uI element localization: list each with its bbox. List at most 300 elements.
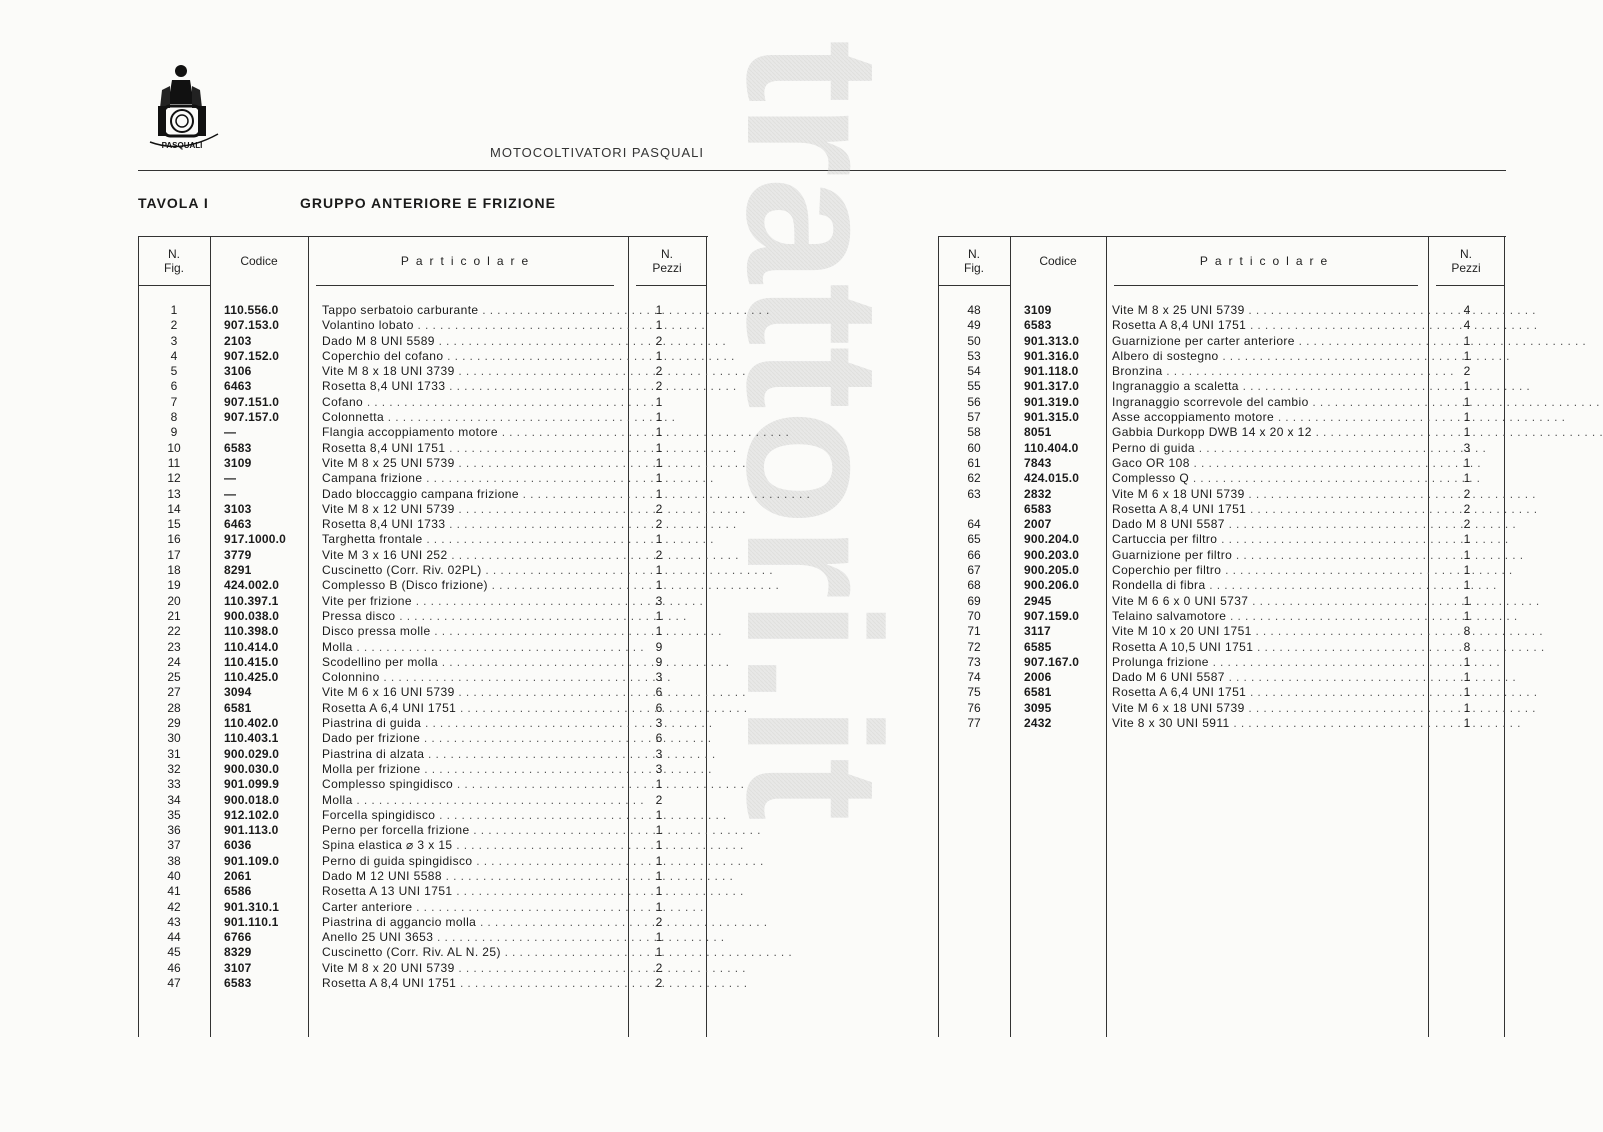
part-code: 901.317.0	[1024, 379, 1080, 394]
fig-number: 68	[967, 578, 981, 593]
part-code: 3107	[224, 960, 252, 975]
part-code: 917.1000.0	[224, 532, 287, 547]
part-description: Vite M 6 x 18 UNI 5739 . . .	[1112, 701, 1424, 716]
part-description: Rosetta 8,4 UNI 1751 . . .	[322, 441, 620, 456]
part-code: 8291	[224, 563, 252, 578]
part-code: 907.152.0	[224, 348, 280, 363]
part-description: Perno di guida spingidisco . . .	[322, 854, 620, 869]
part-quantity: 1	[1463, 425, 1471, 440]
parts-table-left	[138, 236, 708, 1037]
part-description: Volantino lobato . . .	[322, 318, 620, 333]
fig-number: 33	[167, 777, 181, 792]
part-quantity: 3	[655, 670, 663, 685]
fig-number: 25	[167, 670, 181, 685]
table-row	[138, 930, 708, 945]
table-row	[138, 869, 708, 884]
part-quantity: 3	[655, 716, 663, 731]
header-rule	[938, 285, 1010, 286]
part-quantity: 1	[655, 838, 663, 853]
part-description: Vite M 8 x 25 UNI 5739 . . .	[1112, 303, 1424, 318]
table-row	[938, 716, 1506, 731]
part-code: 901.313.0	[1024, 333, 1080, 348]
part-quantity: 4	[1463, 303, 1471, 317]
part-quantity: 1	[655, 455, 663, 470]
table-row	[938, 548, 1506, 563]
fig-number: 27	[167, 685, 181, 700]
fig-number: 38	[167, 853, 181, 868]
header-qty: N. Pezzi	[652, 247, 682, 275]
fig-number: 72	[967, 639, 981, 654]
part-quantity: 3	[655, 746, 663, 761]
part-description: Vite M 8 x 18 UNI 3739 . . .	[322, 364, 620, 379]
part-code: 900.204.0	[1024, 532, 1080, 547]
part-quantity: 3	[655, 761, 663, 776]
part-description: Dado bloccaggio campana frizione . . .	[322, 487, 620, 502]
part-quantity: 2	[1463, 517, 1471, 532]
part-description: Colonnetta . . .	[322, 410, 620, 425]
fig-number: 45	[167, 945, 181, 960]
header-rule	[316, 285, 614, 286]
fig-number: 53	[967, 348, 981, 363]
part-description: Carter anteriore . . .	[322, 900, 620, 915]
fig-number: 12	[167, 471, 181, 486]
part-description: Bronzina . . .	[1112, 364, 1424, 379]
parts-table-right	[938, 236, 1506, 1037]
part-description: Molla . . .	[322, 793, 620, 808]
part-quantity: 2	[655, 792, 663, 807]
table-row	[138, 701, 708, 716]
part-description: Cartuccia per filtro . . .	[1112, 532, 1424, 547]
table-row	[938, 456, 1506, 471]
table-row	[938, 334, 1506, 349]
fig-number: 58	[967, 425, 981, 440]
fig-number: 37	[167, 838, 181, 853]
table-row	[938, 517, 1506, 532]
part-code: 2832	[1024, 486, 1052, 501]
fig-number: 62	[967, 471, 981, 486]
fig-number: 23	[167, 639, 181, 654]
part-description: Rosetta A 8,4 UNI 1751 . . .	[1112, 318, 1424, 333]
part-quantity: 1	[655, 303, 663, 317]
part-description: Gaco OR 108 . . .	[1112, 456, 1424, 471]
part-code: 110.414.0	[224, 639, 279, 654]
part-quantity: 1	[1463, 455, 1471, 470]
fig-number: 4	[170, 348, 178, 363]
table-row	[138, 471, 708, 486]
table-row	[938, 379, 1506, 394]
table-row	[138, 517, 708, 532]
fig-number: 44	[167, 930, 181, 945]
fig-number: 43	[167, 914, 181, 929]
part-quantity: 1	[655, 777, 663, 792]
part-quantity: 2	[655, 517, 663, 532]
part-code: 900.038.0	[224, 608, 280, 623]
part-description: Complesso Q . . .	[1112, 471, 1424, 486]
part-quantity: 1	[655, 394, 663, 409]
part-description: Piastrina di alzata . . .	[322, 747, 620, 762]
part-code: 110.397.1	[224, 593, 279, 608]
table-row	[938, 701, 1506, 716]
part-quantity: 1	[1463, 654, 1471, 669]
fig-number: 9	[170, 425, 178, 440]
part-description: Anello 25 UNI 3653 . . .	[322, 930, 620, 945]
part-code: 6583	[1024, 318, 1052, 333]
fig-number: 22	[167, 624, 181, 639]
fig-number: 6	[170, 379, 178, 394]
fig-number: 7	[170, 394, 178, 409]
part-code: 900.206.0	[1024, 578, 1080, 593]
part-quantity: 6	[655, 731, 663, 746]
part-quantity: 1	[1463, 563, 1471, 578]
part-description: Vite M 8 x 25 UNI 5739 . . .	[322, 456, 620, 471]
part-code: 3095	[1024, 700, 1052, 715]
part-quantity: 1	[655, 884, 663, 899]
part-code: 6581	[224, 700, 252, 715]
fig-number: 75	[967, 685, 981, 700]
table-row	[138, 349, 708, 364]
part-quantity: 9	[655, 639, 663, 654]
table-row	[938, 670, 1506, 685]
part-description: Campana frizione . . .	[322, 471, 620, 486]
part-quantity: 1	[655, 868, 663, 883]
table-row	[138, 945, 708, 960]
part-code: 901.118.0	[1024, 364, 1079, 379]
part-code: 900.018.0	[224, 792, 280, 807]
part-code: 3106	[224, 364, 252, 379]
part-quantity: 2	[1463, 501, 1471, 516]
table-row	[138, 793, 708, 808]
fig-number: 15	[167, 517, 181, 532]
table-row	[938, 318, 1506, 333]
part-quantity: 2	[655, 914, 663, 929]
part-quantity: 1	[1463, 333, 1471, 348]
part-quantity: 1	[655, 471, 663, 486]
svg-text:PASQUALI: PASQUALI	[161, 141, 203, 150]
part-code: —	[224, 425, 237, 440]
part-quantity: 2	[655, 333, 663, 348]
table-row	[938, 410, 1506, 425]
part-code: 6583	[1024, 501, 1052, 516]
part-description: Vite M 3 x 16 UNI 252 . . .	[322, 548, 620, 563]
part-description: Dado per frizione . . .	[322, 731, 620, 746]
fig-number: 8	[170, 410, 178, 425]
part-quantity: 1	[655, 440, 663, 455]
part-description: Perno per forcella frizione . . .	[322, 823, 620, 838]
part-description: Cofano . . .	[322, 395, 620, 410]
header-rule	[138, 285, 210, 286]
part-code: 6036	[224, 838, 252, 853]
table-row	[138, 594, 708, 609]
fig-number: 57	[967, 410, 981, 425]
table-row	[138, 548, 708, 563]
fig-number: 30	[167, 731, 181, 746]
table-row	[138, 854, 708, 869]
fig-number: 19	[167, 578, 181, 593]
part-description: Asse accoppiamento motore . . .	[1112, 410, 1424, 425]
part-description: Pressa disco . . .	[322, 609, 620, 624]
part-description: Vite 8 x 30 UNI 5911 . . .	[1112, 716, 1424, 731]
part-code: 900.203.0	[1024, 547, 1080, 562]
table-row	[138, 410, 708, 425]
part-code: 8051	[1024, 425, 1052, 440]
part-quantity: 2	[655, 976, 663, 991]
part-description: Rosetta A 13 UNI 1751 . . .	[322, 884, 620, 899]
tractor-rider-icon	[148, 60, 224, 156]
part-quantity: 1	[655, 945, 663, 960]
part-description: Targhetta frontale . . .	[322, 532, 620, 547]
part-description: Colonnino . . .	[322, 670, 620, 685]
part-code: 901.109.0	[224, 853, 280, 868]
fig-number: 48	[967, 303, 981, 317]
fig-number: 5	[170, 364, 178, 379]
part-quantity: 2	[655, 960, 663, 975]
table-row	[938, 502, 1506, 517]
table-row	[938, 685, 1506, 700]
part-description: Forcella spingidisco . . .	[322, 808, 620, 823]
part-quantity: 1	[1463, 700, 1471, 715]
part-code: 3109	[1024, 303, 1052, 317]
part-code: 2006	[1024, 670, 1052, 685]
part-description: Coperchio per filtro . . .	[1112, 563, 1424, 578]
part-quantity: 1	[655, 624, 663, 639]
table-row	[938, 487, 1506, 502]
part-description: Molla per frizione . . .	[322, 762, 620, 777]
part-code: 110.403.1	[224, 731, 279, 746]
part-quantity: 1	[1463, 410, 1471, 425]
fig-number: 21	[167, 608, 181, 623]
fig-number: 67	[967, 563, 981, 578]
table-row	[138, 364, 708, 379]
part-description: Dado M 8 UNI 5589 . . .	[322, 334, 620, 349]
fig-number: 14	[167, 501, 181, 516]
part-code: 110.404.0	[1024, 440, 1079, 455]
table-row	[138, 731, 708, 746]
fig-number: 24	[167, 654, 181, 669]
part-quantity: 1	[1463, 532, 1471, 547]
fig-number: 36	[167, 823, 181, 838]
pasquali-logo	[148, 60, 224, 156]
fig-number: 20	[167, 593, 181, 608]
part-code: 901.319.0	[1024, 394, 1080, 409]
part-quantity: 2	[655, 547, 663, 562]
part-description: Albero di sostegno . . .	[1112, 349, 1424, 364]
fig-number: 18	[167, 563, 181, 578]
table-row	[938, 609, 1506, 624]
part-code: 3109	[224, 455, 252, 470]
fig-number: 65	[967, 532, 981, 547]
plate-number: TAVOLA I	[138, 195, 209, 211]
table-row	[138, 716, 708, 731]
part-quantity: 1	[1463, 348, 1471, 363]
table-row	[938, 349, 1506, 364]
table-row	[138, 441, 708, 456]
part-quantity: 1	[655, 318, 663, 333]
part-quantity: 1	[655, 807, 663, 822]
part-quantity: 1	[655, 486, 663, 501]
part-code: 2103	[224, 333, 252, 348]
part-description: Molla . . .	[322, 640, 620, 655]
part-code: 110.398.0	[224, 624, 279, 639]
part-quantity: 9	[655, 654, 663, 669]
part-description: Perno di guida . . .	[1112, 441, 1424, 456]
part-description: Piastrina di guida . . .	[322, 716, 620, 731]
part-description: Complesso spingidisco . . .	[322, 777, 620, 792]
part-description: Rosetta A 8,4 UNI 1751 . . .	[1112, 502, 1424, 517]
table-row	[138, 655, 708, 670]
fig-number: 2	[170, 318, 178, 333]
part-description: Dado M 6 UNI 5587 . . .	[1112, 670, 1424, 685]
part-quantity: 1	[1463, 394, 1471, 409]
part-description: Rosetta 8,4 UNI 1733 . . .	[322, 517, 620, 532]
part-code: 907.157.0	[224, 410, 280, 425]
part-code: 3117	[1024, 624, 1051, 639]
header-fig: N. Fig.	[963, 247, 984, 275]
table-row	[938, 303, 1506, 318]
fig-number: 56	[967, 394, 981, 409]
part-code: 907.151.0	[224, 394, 280, 409]
part-quantity: 8	[1463, 639, 1471, 654]
part-code: 901.310.1	[224, 899, 280, 914]
part-code: 6583	[224, 976, 252, 991]
part-description: Cuscinetto (Corr. Riv. 02PL) . . .	[322, 563, 620, 578]
table-row	[938, 395, 1506, 410]
part-description: Spina elastica ⌀ 3 x 15 . . .	[322, 838, 620, 853]
part-quantity: 1	[1463, 716, 1471, 731]
part-description: Vite M 10 x 20 UNI 1751 . . .	[1112, 624, 1424, 639]
table-row	[938, 425, 1506, 440]
table-row	[138, 624, 708, 639]
header-description: Particolare	[1199, 254, 1335, 268]
fig-number: 16	[167, 532, 181, 547]
fig-number: 61	[967, 455, 981, 470]
header-rule	[636, 285, 706, 286]
part-description: Coperchio del cofano . . .	[322, 349, 620, 364]
fig-number: 29	[167, 716, 181, 731]
fig-number: 28	[167, 700, 181, 715]
part-description: Flangia accoppiamento motore . . .	[322, 425, 620, 440]
fig-number: 71	[967, 624, 981, 639]
part-description: Telaino salvamotore . . .	[1112, 609, 1424, 624]
part-description: Prolunga frizione . . .	[1112, 655, 1424, 670]
part-description: Dado M 12 UNI 5588 . . .	[322, 869, 620, 884]
header-rule	[1436, 285, 1504, 286]
table-row	[138, 900, 708, 915]
table-row	[138, 532, 708, 547]
part-quantity: 2	[655, 501, 663, 516]
fig-number: 31	[167, 746, 181, 761]
part-description: Guarnizione per filtro . . .	[1112, 548, 1424, 563]
part-code: 900.030.0	[224, 761, 280, 776]
part-description: Rondella di fibra . . .	[1112, 578, 1424, 593]
part-code: 3103	[224, 501, 252, 516]
fig-number: 60	[967, 440, 981, 455]
part-code: 6766	[224, 930, 252, 945]
table-row	[138, 334, 708, 349]
part-code: 6583	[224, 440, 252, 455]
header-code: Codice	[1039, 254, 1077, 268]
part-code: 901.113.0	[224, 823, 279, 838]
part-code: 110.425.0	[224, 670, 279, 685]
part-description: Vite M 6 6 x 0 UNI 5737 . . .	[1112, 594, 1424, 609]
part-code: 2945	[1024, 593, 1052, 608]
table-row	[138, 838, 708, 853]
part-description: Vite M 6 x 16 UNI 5739 . . .	[322, 685, 620, 700]
table-row	[138, 685, 708, 700]
table-row	[138, 303, 708, 318]
part-code: 424.015.0	[1024, 471, 1080, 486]
part-quantity: 1	[655, 425, 663, 440]
table-row	[138, 563, 708, 578]
part-description: Vite M 8 x 20 UNI 5739 . . .	[322, 961, 620, 976]
part-description: Guarnizione per carter anteriore . . .	[1112, 334, 1424, 349]
table-row	[938, 532, 1506, 547]
table-row	[138, 456, 708, 471]
part-description: Cuscinetto (Corr. Riv. AL N. 25) . . .	[322, 945, 620, 960]
part-code: 900.029.0	[224, 746, 280, 761]
part-description: Vite M 6 x 18 UNI 5739 . . .	[1112, 487, 1424, 502]
part-quantity: 4	[1463, 318, 1471, 333]
table-row	[938, 364, 1506, 379]
part-quantity: 1	[1463, 379, 1471, 394]
table-row	[138, 578, 708, 593]
part-code: 912.102.0	[224, 807, 280, 822]
table-row	[938, 578, 1506, 593]
table-row	[938, 624, 1506, 639]
part-quantity: 1	[655, 532, 663, 547]
part-code: 110.556.0	[224, 303, 279, 317]
part-quantity: 6	[655, 700, 663, 715]
part-quantity: 1	[655, 899, 663, 914]
part-code: 110.402.0	[224, 716, 279, 731]
header-qty: N. Pezzi	[1451, 247, 1481, 275]
table-row	[938, 655, 1506, 670]
fig-number: 13	[167, 486, 181, 501]
part-code: 6586	[224, 884, 252, 899]
part-description: Scodellino per molla . . .	[322, 655, 620, 670]
part-quantity: 1	[1463, 471, 1471, 486]
part-description: Rosetta A 10,5 UNI 1751 . . .	[1112, 640, 1424, 655]
part-code: 901.315.0	[1024, 410, 1080, 425]
table-row	[138, 670, 708, 685]
part-description: Rosetta A 8,4 UNI 1751 . . .	[322, 976, 620, 991]
part-quantity: 8	[1463, 624, 1471, 639]
part-code: 2432	[1024, 716, 1052, 731]
part-description: Vite M 8 x 12 UNI 5739 . . .	[322, 502, 620, 517]
fig-number: 76	[967, 700, 981, 715]
part-quantity: 2	[1463, 486, 1471, 501]
table-row	[938, 471, 1506, 486]
fig-number: 77	[967, 716, 981, 731]
fig-number: 49	[967, 318, 981, 333]
part-code: 6585	[1024, 639, 1052, 654]
table-row	[138, 318, 708, 333]
header-description: Particolare	[400, 254, 536, 268]
part-code: 3094	[224, 685, 252, 700]
part-quantity: 1	[655, 930, 663, 945]
fig-number: 70	[967, 608, 981, 623]
fig-number: 46	[167, 960, 181, 975]
part-code: —	[224, 471, 237, 486]
part-quantity: 1	[1463, 593, 1471, 608]
table-row	[138, 395, 708, 410]
table-row	[138, 976, 708, 991]
fig-number: 17	[167, 547, 181, 562]
part-code: 6581	[1024, 685, 1052, 700]
part-code: 901.099.9	[224, 777, 280, 792]
table-row	[138, 609, 708, 624]
part-description: Gabbia Durkopp DWB 14 x 20 x 12 . . .	[1112, 425, 1424, 440]
fig-number: 11	[167, 455, 181, 470]
